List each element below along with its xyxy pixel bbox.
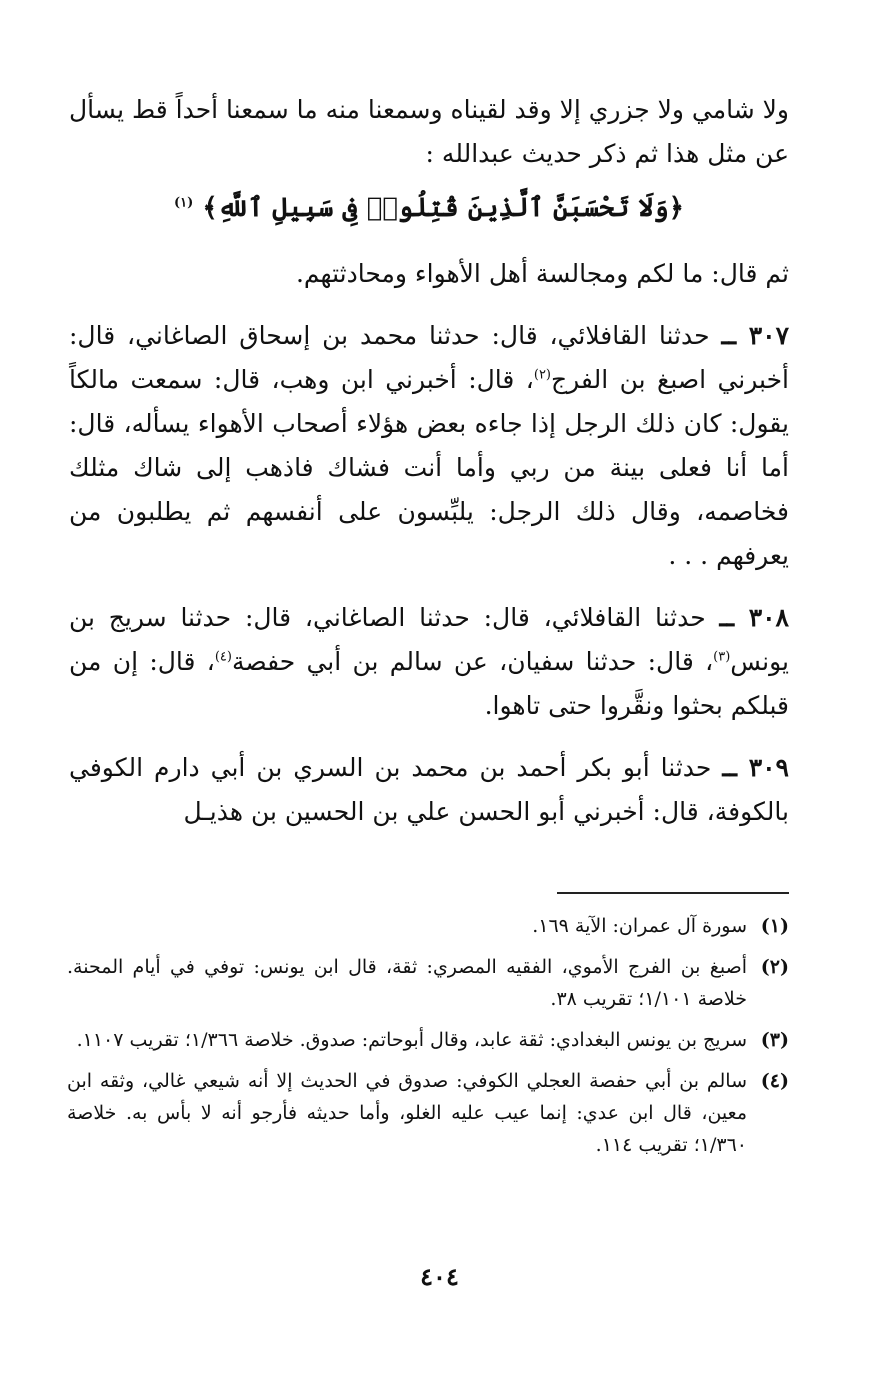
footnote-3: [67, 1024, 789, 1056]
footnote-ref-4: (٤): [214, 649, 232, 665]
paragraph-307-text-b: ، قال: أخبرني ابن وهب، قال: سمعت مالكاً يقول: كان ذلك الرجل إذا جاءه بعض هؤلاء أصحاب الأهواء يسأله، قال: أما أنا فعلى بينة من ربي وأما أنت فشاك فاذهب إلى شاك مثلك فخاصمه، وقال ذلك الرجل: يلبِّسون على أنفسهم ثم يطلبون من يعرفهم . . .: [69, 365, 789, 570]
paragraph-308-text-a: حدثنا القافلائي، قال: حدثنا الصاغاني، قال: حدثنا سريج بن يونس: [69, 603, 789, 676]
quran-verse: [69, 186, 789, 230]
footnote-number: (٣): [760, 1029, 789, 1051]
paragraph-308-text-b: ، قال: حدثنا سفيان، عن سالم بن أبي حفصة: [231, 647, 714, 676]
hadith-number-309: ٣٠٩ ــ: [722, 753, 789, 782]
after-verse-paragraph: ثم قال: ما لكم ومجالسة أهل الأهواء ومحادثتهم.: [295, 259, 789, 288]
footnote-4: [67, 1065, 789, 1161]
footnote-number: (٢): [760, 956, 789, 978]
verse-footnote-ref: (١): [174, 195, 194, 211]
footnote-2: [67, 951, 789, 1015]
hadith-number-308: ٣٠٨ ــ: [719, 603, 789, 632]
paragraph-309-text: حدثنا أبو بكر أحمد بن محمد بن السري بن أبي دارم الكوفي بالكوفة، قال: أخبرني أبو الحسن علي بن الحسين بن هذيـل: [69, 753, 789, 826]
hadith-number-307: ٣٠٧ ــ: [721, 321, 790, 350]
intro-paragraph: ولا شامي ولا جزري إلا وقد لقيناه وسمعنا منه ما سمعنا أحداً قط يسأل عن مثل هذا ثم ذكر حديث عبدالله :: [69, 95, 789, 168]
footnote-text: أصبغ بن الفرج الأموي، الفقيه المصري: ثقة، قال ابن يونس: توفي في أيام المحنة. خلاصة ١/١٠١؛ تقريب ٣٨.: [67, 956, 747, 1010]
footnote-1: [67, 910, 789, 942]
footnotes: [67, 910, 789, 1170]
footnote-separator: [557, 892, 789, 894]
paragraph-309: [69, 746, 789, 834]
footnote-text: سالم بن أبي حفصة العجلي الكوفي: صدوق في الحديث إلا أنه شيعي غالي، وثقه ابن معين، قال ابن عدي: إنما عيب عليه الغلو، وأما حديثه فأرجو أنه لا بأس به. خلاصة ١/٣٦٠؛ تقريب ١١٤.: [67, 1070, 747, 1156]
page-number: ٤٠٤: [420, 1262, 459, 1291]
footnote-text: سريج بن يونس البغدادي: ثقة عابد، وقال أبوحاتم: صدوق. خلاصة ١/٣٦٦؛ تقريب ١١٠٧.: [76, 1029, 747, 1051]
footnote-ref-2: (٢): [533, 367, 551, 383]
paragraph-307: [69, 314, 789, 578]
footnote-number: (١): [760, 915, 789, 937]
footnote-number: (٤): [760, 1070, 789, 1092]
footnote-text: سورة آل عمران: الآية ١٦٩.: [532, 915, 747, 937]
verse-text: ﴿وَلَا تَحْسَبَنَّ ٱلَّذِينَ قُتِلُوا۟ فِى سَبِيلِ ٱللَّهِ﴾: [202, 193, 684, 223]
paragraph-308-text-c: ، قال: إن من قبلكم بحثوا ونقَّروا حتى تاهوا.: [69, 647, 789, 720]
paragraph-308: [69, 596, 789, 728]
footnote-ref-3: (٣): [713, 649, 731, 665]
paragraph-307-text-a: حدثنا القافلائي، قال: حدثنا محمد بن إسحاق الصاغاني، قال: أخبرني اصبغ بن الفرج: [69, 321, 790, 394]
main-text: [69, 88, 789, 852]
